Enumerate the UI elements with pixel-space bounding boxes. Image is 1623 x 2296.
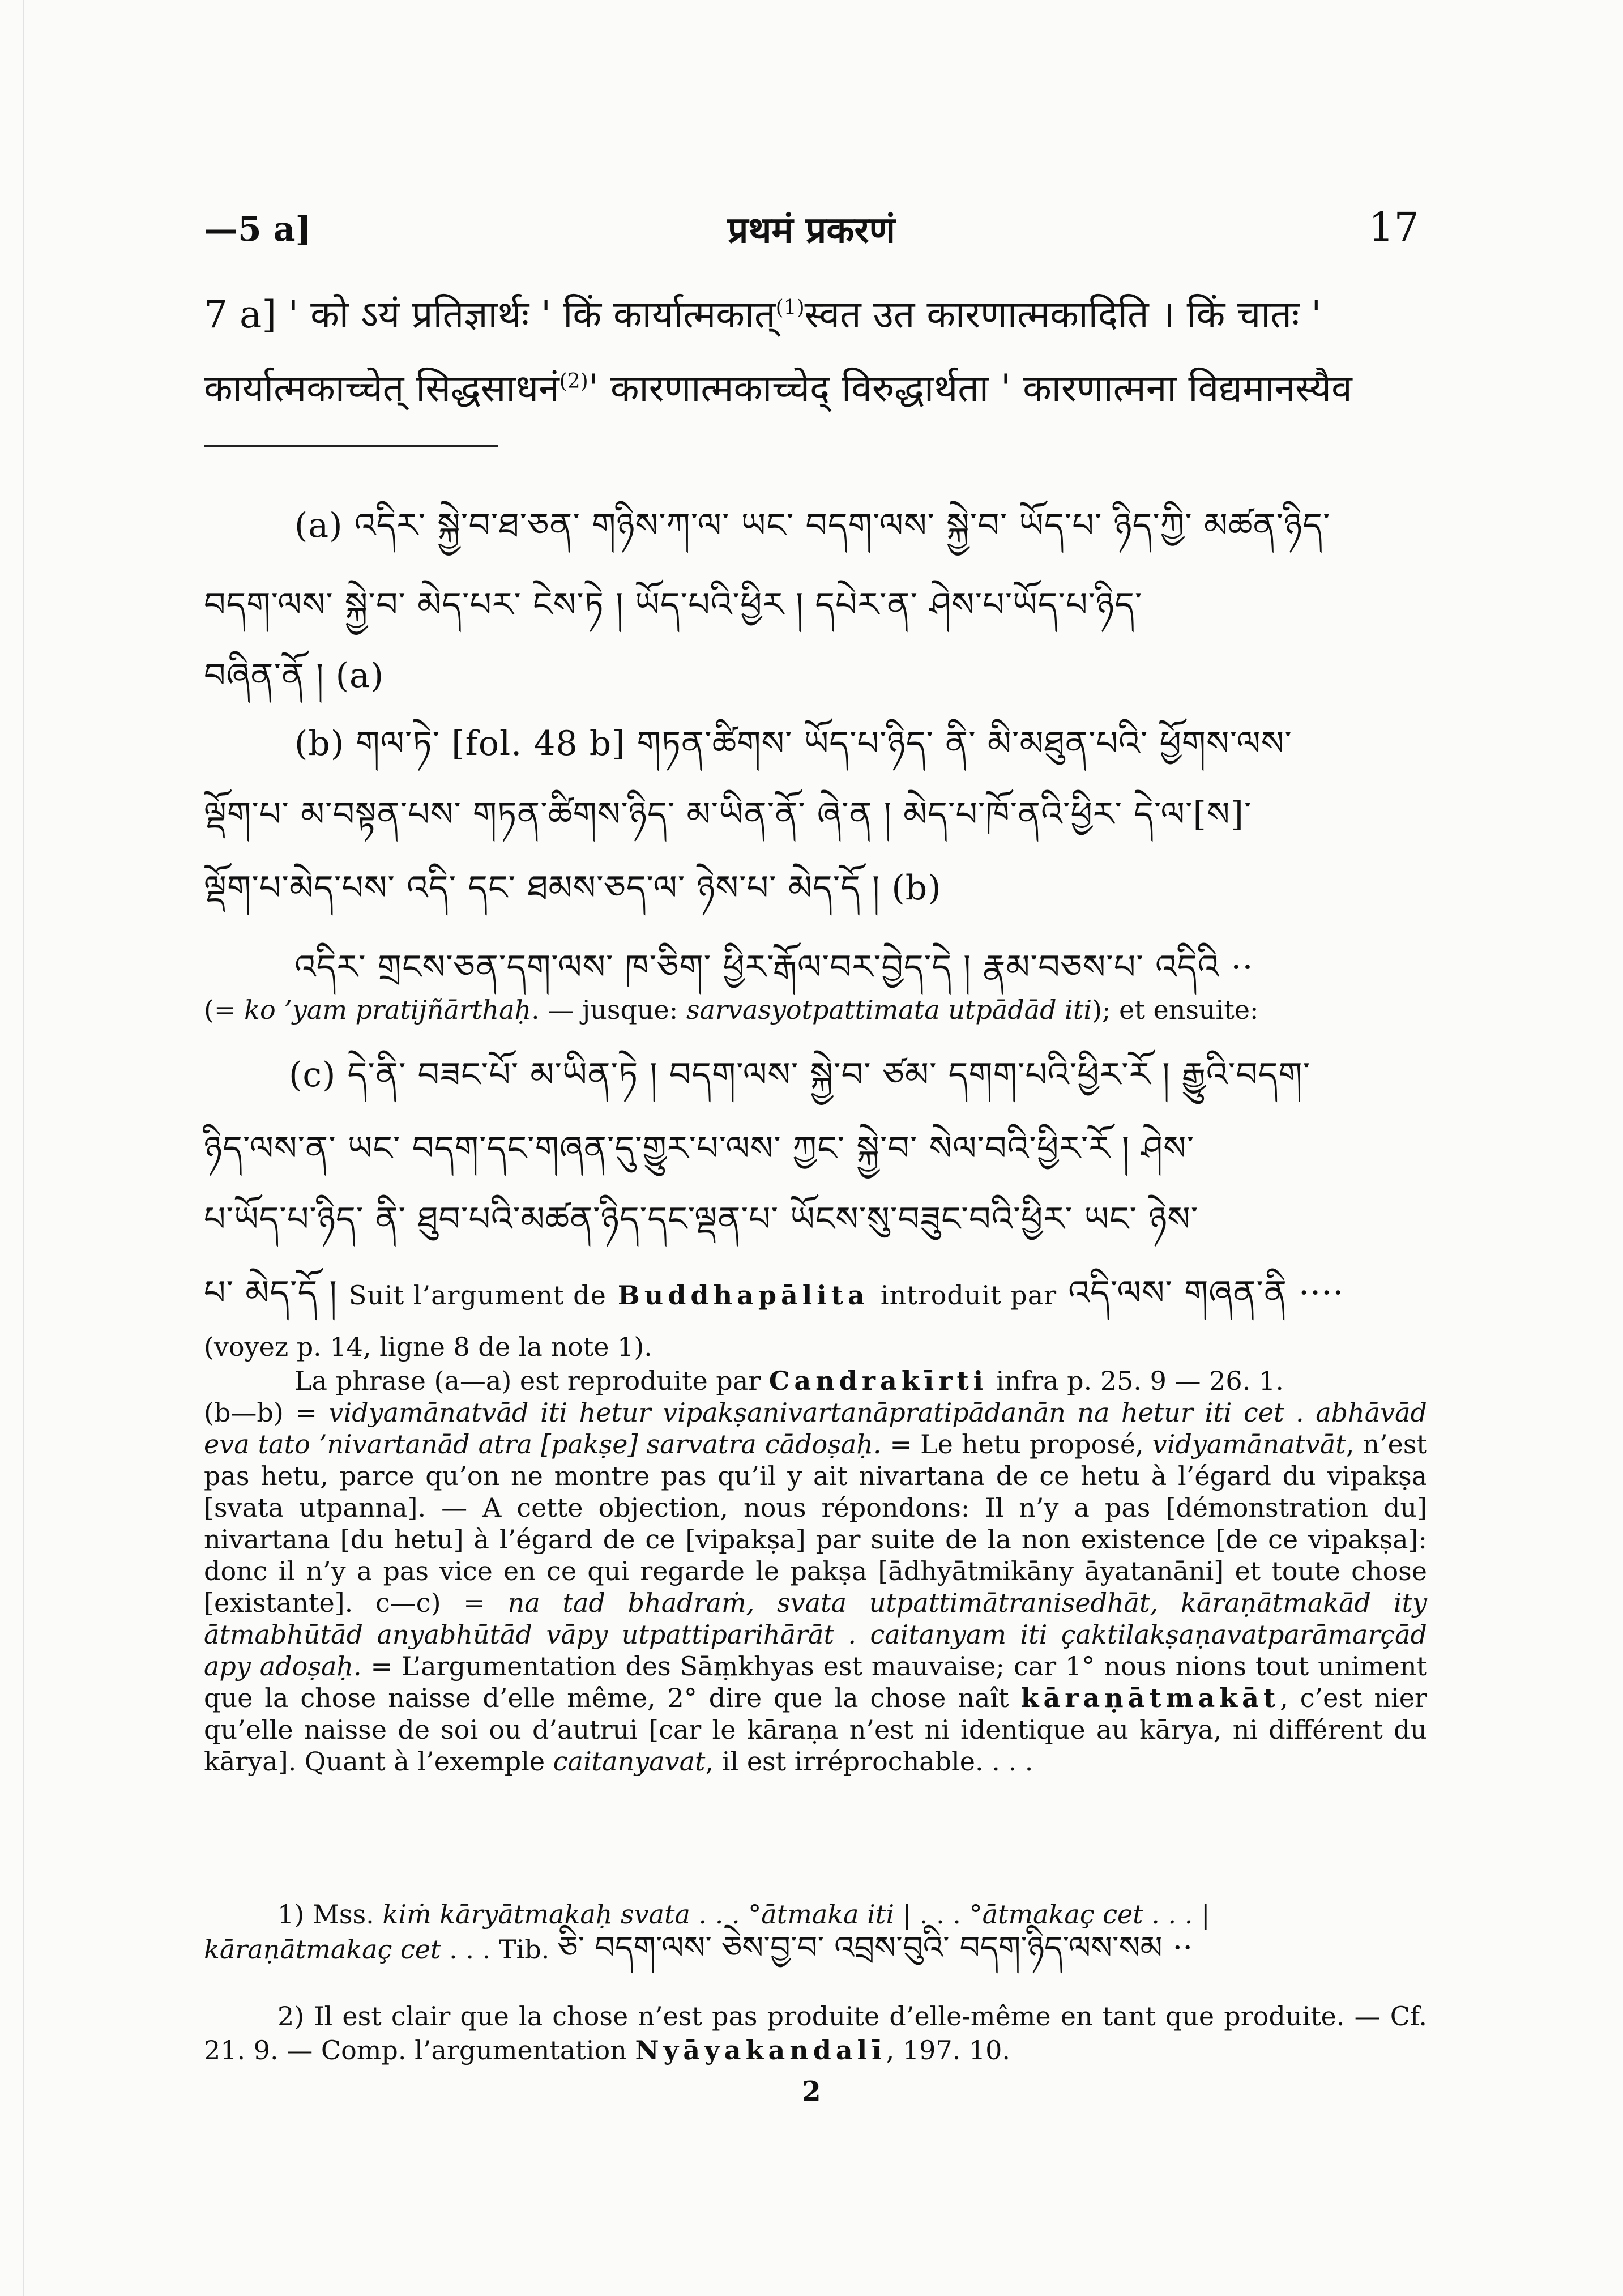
italic-text: vidyamānatvāt	[1152, 1429, 1346, 1459]
sanskrit-line-2	[204, 368, 1427, 409]
text: = Le hetu proposé,	[881, 1429, 1152, 1459]
italic-text: ko ’yam pratijñārthaḥ	[244, 995, 532, 1025]
signature-mark: 2	[802, 2076, 821, 2107]
sanskrit-text: स्वत उत कारणात्मकादिति । किं चातः '	[804, 293, 1322, 336]
author-name: Buddhapālita	[617, 1280, 869, 1311]
tibetan-text: འདི་ལས་ གཞན་ནི ····	[1068, 1273, 1344, 1313]
tibetan-line: ལྡོག་པ་ མ་བསྟན་པས་ གཏན་ཚིགས་ཉིད་ མ་ཡིན་ནོ་ ཞེ་ན ། མེད་པ་ཁོ་ནའི་ཕྱིར་ དེ་ལ་[ས]་	[204, 795, 1252, 834]
sanskrit-text: कार्यात्मकाच्चेत् सिद्धसाधनं	[204, 366, 559, 410]
text: (=	[204, 995, 245, 1025]
text: | . . .	[894, 1899, 969, 1930]
page-number: 17	[1368, 204, 1419, 250]
scan-edge	[23, 0, 24, 2296]
tibetan-line: ལྡོག་པ་མེད་པས་ འདི་ དང་ ཐམས་ཅད་ལ་ ཉེས་པ་ མེད་དོ ། (b)	[204, 868, 942, 908]
tibetan-line: འདིར་ གྲངས་ཅན་དག་ལས་ ཁ་ཅིག་ ཕྱིར་རྒོལ་བར་བྱེད་དེ ། རྣམ་བཅས་པ་ འདིའི ··	[294, 948, 1254, 987]
text: |	[1193, 1899, 1210, 1930]
italic-text: kāraṇātmakaç cet	[204, 1934, 441, 1965]
text: , 197. 10.	[886, 2035, 1011, 2065]
tibetan-line: བཞིན་ནོ ། (a)	[204, 656, 385, 695]
footnote-ref-1: (1)	[775, 296, 805, 319]
italic-text: na tad bhadraṁ, svata utpattimātranisedhāt, kāraṇātmakād ity ātmabhūtād anyabhūtād vāpy utpattiparihārāt . caitanyam iti çaktilakṣaṇavatparāmarçād apy adoṣaḥ.	[204, 1587, 1427, 1682]
reference-line: (voyez p. 14, ligne 8 de la note 1).	[204, 1331, 652, 1362]
text: introduit par	[880, 1280, 1057, 1311]
body-paragraph-2	[204, 1397, 1427, 1777]
text: . — jusque:	[531, 995, 686, 1025]
text: , il est irréprochable. . . .	[705, 1746, 1033, 1777]
term: kāraṇātmakāt	[1020, 1683, 1280, 1713]
tibetan-line: (c) དེ་ནི་ བཟང་པོ་ མ་ཡིན་ཏེ ། བདག་ལས་ སྐྱེ་བ་ ཙམ་ དགག་པའི་ཕྱིར་རོ ། རྒྱུའི་བདག་	[289, 1055, 1311, 1095]
text: ); et ensuite:	[1092, 995, 1259, 1025]
tibetan-line: བདག་ལས་ སྐྱེ་བ་ མེད་པར་ ངེས་ཏེ ། ཡོད་པའི་ཕྱིར ། དཔེར་ན་ ཤེས་པ་ཡོད་པ་ཉིད་	[204, 585, 1143, 625]
running-header	[204, 204, 1419, 255]
tibetan-line: ཉིད་ལས་ན་ ཡང་ བདག་དང་གཞན་དུ་གྱུར་པ་ལས་ ཀྱང་ སྐྱེ་བ་ སེལ་བའི་ཕྱིར་རོ ། ཤེས་	[204, 1129, 1195, 1168]
tibetan-text: ཅི་ བདག་ལས་ ཅེས་བྱ་བ་ འབྲས་བུའི་ བདག་ཉིད་ལས་སམ ··	[557, 1930, 1193, 1966]
title-name: Nyāyakandalī	[635, 2035, 886, 2065]
text: , c’est nier qu’elle naisse de soi ou d’autrui [car le kāraṇa n’est ni identique au kārya, ni différent du kārya]. Quant à l’exemple	[204, 1683, 1427, 1777]
footnote-ref-2: (2)	[559, 370, 588, 393]
italic-text: sarvasyotpattimata utpādād iti	[686, 995, 1092, 1025]
text: 2) Il est clair que la chose n’est pas produite d’elle-même en tant que produite. — Cf. 21. 9. — Comp. l’argumentation	[204, 2001, 1427, 2065]
tibetan-line: (b) གལ་ཏེ་ [fol. 48 b] གཏན་ཚིགས་ ཡོད་པ་ཉིད་ ནི་ མི་མཐུན་པའི་ ཕྱོགས་ལས་	[294, 724, 1292, 763]
tibetan-text: པ་ མེད་དོ །	[204, 1273, 338, 1313]
sanskrit-line-1	[204, 295, 1427, 336]
separator-rule	[204, 445, 498, 447]
sanskrit-text: 7 a] ' को ऽयं प्रतिज्ञार्थः ' किं कार्यात्मकात्	[204, 293, 776, 336]
text: (b—b) =	[204, 1397, 329, 1428]
italic-text: vidyamānatvād iti hetur vipakṣanivartanāpratipādanān na hetur iti cet . abhāvād eva tato ’nivartanād atra [pakṣe] sarvatra cādoṣaḥ.	[204, 1397, 1428, 1459]
footnote-1	[204, 1897, 1427, 1966]
author-name: Candrakīrti	[768, 1365, 988, 1396]
section-ref: —5 a]	[204, 210, 311, 249]
text: , n’est pas hetu, parce qu’on ne montre pas qu’il y ait nivartana de ce hetu à l’égard du vipakṣa [svata utpanna]. — A cette objection, nous répondons: Il n’y a pas [démonstration du] nivartana [du hetu] à l’égard de ce [vipakṣa] par suite de la non existence [de ce vipakṣa]: donc il n’y a pas vice en ce qui regarde le pakṣa [ādhyātmikāny āyatanāni] et toute chose [existante]. c—c) =	[204, 1429, 1427, 1618]
italic-text: °ātmakaç cet . . .	[969, 1899, 1193, 1930]
body-paragraph-1	[204, 1365, 1427, 1397]
footnote-2	[204, 1999, 1427, 2067]
tibetan-line: པ་ཡོད་པ་ཉིད་ ནི་ ཐུབ་པའི་མཚན་ཉིད་དང་ལྡན་པ་ ཡོངས་སུ་བཟུང་བའི་ཕྱིར་ ཡང་ ཉེས་	[204, 1200, 1199, 1239]
italic-text: kiṁ kāryātmakaḥ svata . . . °ātmaka iti	[382, 1899, 895, 1930]
tibetan-line: (a) འདིར་ སྐྱེ་བ་ཐ་ཅན་ གཉིས་ཀ་ལ་ ཡང་ བདག་ལས་ སྐྱེ་བ་ ཡོད་པ་ ཉིད་ཀྱི་ མཚན་ཉིད་	[294, 506, 1331, 545]
italic-text: caitanyavat	[553, 1746, 706, 1777]
parenthetical-note	[204, 994, 1427, 1026]
text: infra p. 25. 9 — 26. 1.	[996, 1365, 1284, 1396]
chapter-title: प्रथमं प्रकरणं	[728, 209, 895, 251]
text: . . . Tib.	[441, 1934, 558, 1965]
text: 1) Mss.	[277, 1899, 383, 1930]
sanskrit-text: ' कारणात्मकाच्चेद् विरुद्धार्थता ' कारणात्मना विद्यमानस्यैव	[588, 366, 1352, 410]
text: = L’argumentation des Sāṃkhyas est mauvaise; car 1° nous nions tout uniment que la chose naisse d’elle même, 2° dire que la chose naît	[204, 1651, 1427, 1713]
text: Suit l’argument de	[348, 1280, 607, 1311]
text: La phrase (a—a) est reproduite par	[294, 1365, 761, 1396]
